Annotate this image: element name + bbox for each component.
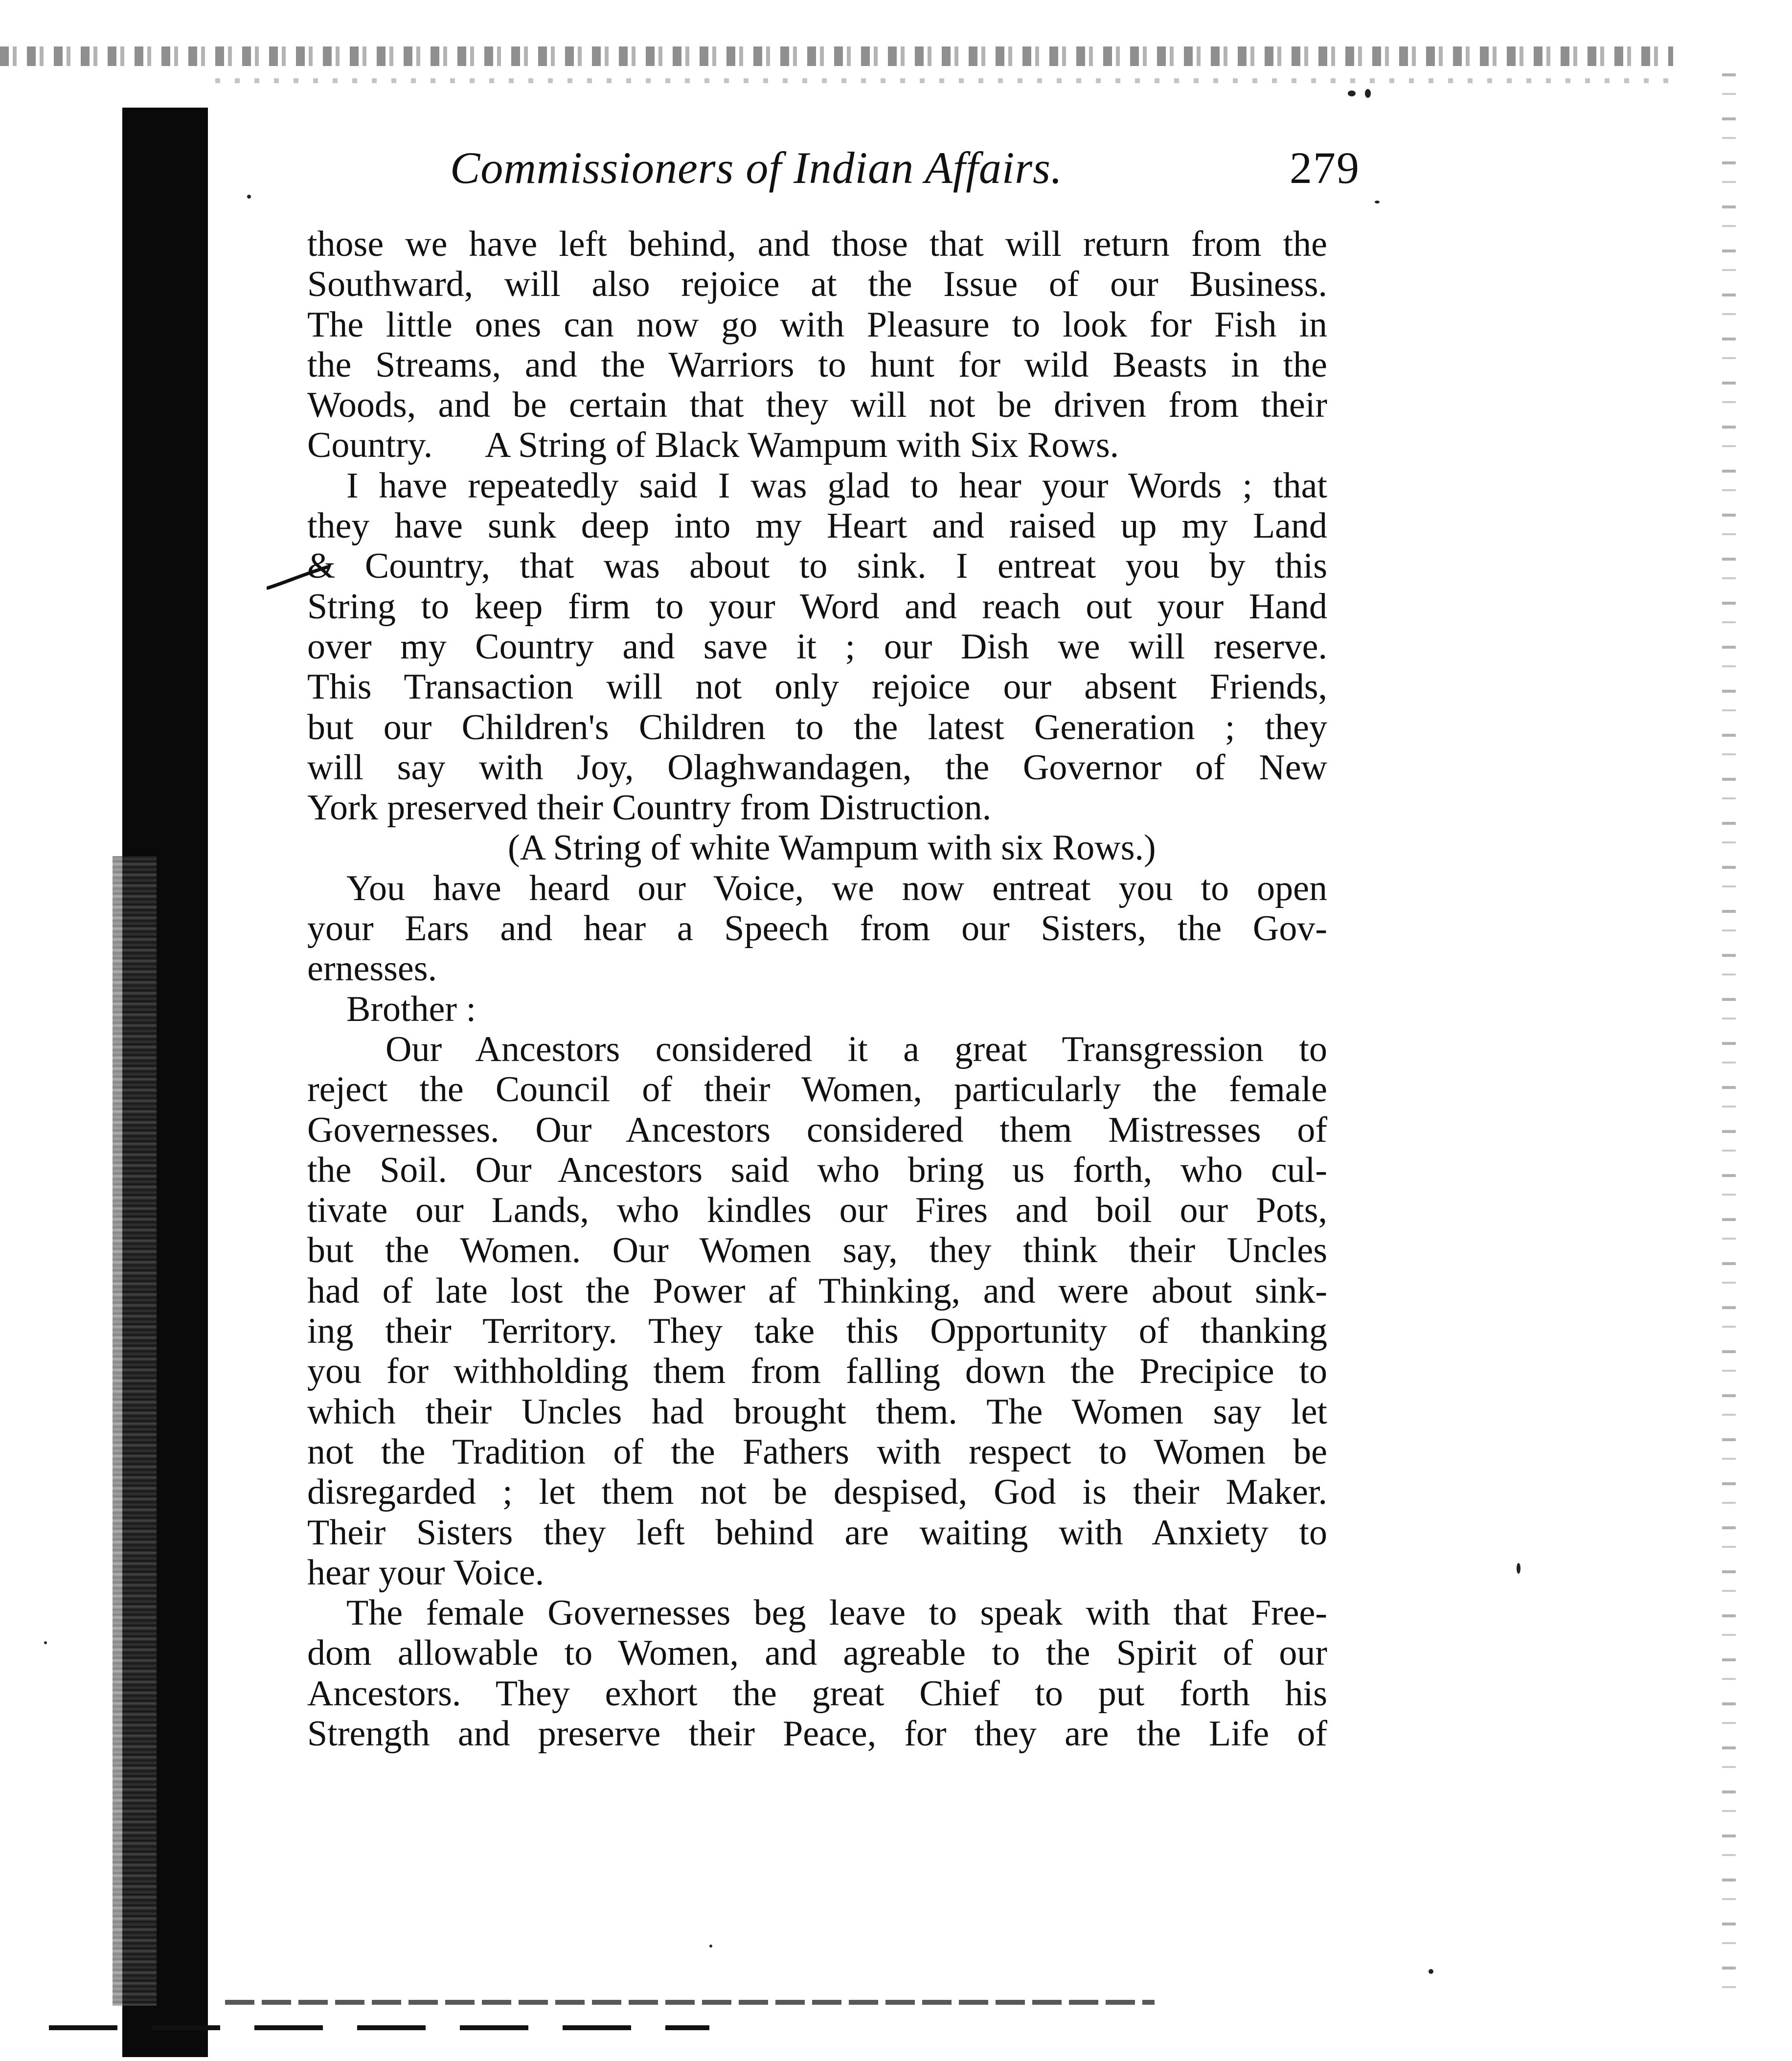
text-line: Brother : — [346, 989, 476, 1029]
text-line: disregarded ; let them not be despised, God is their Maker. — [307, 1472, 1327, 1513]
text-line: will say with Joy, Olaghwandagen, the Governor of New — [307, 747, 1327, 788]
page-right-edge — [1722, 73, 1736, 1991]
scan-speck — [247, 195, 251, 199]
page-number: 279 — [1290, 143, 1360, 193]
text-line: & Country, that was about to sink. I entreat you by this — [307, 546, 1327, 587]
text-line: I have repeatedly said I was glad to hear your Words ; that — [346, 465, 1327, 506]
running-header — [450, 142, 1360, 205]
text-line: Their Sisters they left behind are waiting with Anxiety to — [307, 1512, 1327, 1553]
text-line: Ancestors. They exhort the great Chief to put forth his — [307, 1673, 1327, 1714]
text-line: they have sunk deep into my Heart and raised up my Land — [307, 506, 1327, 546]
text-line: tivate our Lands, who kindles our Fires and boil our Pots, — [307, 1190, 1327, 1231]
text-line: (A String of white Wampum with six Rows.) — [508, 828, 1156, 868]
text-line: You have heard our Voice, we now entreat you to open — [346, 868, 1327, 908]
text-line: the Streams, and the Warriors to hunt for wild Beasts in the — [307, 344, 1327, 385]
text-line: Southward, will also rejoice at the Issue of our Business. — [307, 264, 1327, 305]
text-line: but our Children's Children to the latest Generation ; they — [307, 707, 1327, 747]
scan-speck — [44, 1641, 47, 1644]
text-line: your Ears and hear a Speech from our Sisters, the Gov- — [307, 908, 1327, 949]
text-line: had of late lost the Power af Thinking, and were about sink- — [307, 1270, 1327, 1311]
text-line: you for withholding them from falling down the Precipice to — [307, 1351, 1327, 1392]
text-line: Strength and preserve their Peace, for they are the Life of — [307, 1713, 1327, 1754]
page-bottom-edge-left — [49, 2025, 709, 2030]
text-line: The female Governesses beg leave to speak with that Free- — [346, 1593, 1327, 1633]
binding-texture — [113, 856, 157, 2006]
text-line: Our Ancestors considered it a great Transgression to — [386, 1029, 1327, 1069]
text-line: Governesses. Our Ancestors considered them Mistresses of — [307, 1110, 1327, 1150]
text-line: reject the Council of their Women, particularly the female — [307, 1069, 1327, 1110]
text-line: ing their Territory. They take this Opportunity of thanking — [307, 1311, 1327, 1352]
running-header-title: Commissioners of Indian Affairs. — [450, 143, 1063, 193]
text-line: dom allowable to Women, and agreable to the Spirit of our — [307, 1633, 1327, 1674]
text-line: the Soil. Our Ancestors said who bring us forth, who cul- — [307, 1150, 1327, 1190]
text-line: York preserved their Country from Distruction. — [307, 788, 992, 828]
scan-speck — [1348, 91, 1356, 96]
scan-speck — [1429, 1969, 1433, 1974]
page-top-edge — [0, 46, 1673, 66]
text-line: those we have left behind, and those that will return from the — [307, 224, 1327, 264]
text-line: The little ones can now go with Pleasure to look for Fish in — [307, 304, 1327, 345]
page-bottom-edge — [225, 2000, 1155, 2005]
text-line: Woods, and be certain that they will not be driven from their — [307, 385, 1327, 426]
text-line: String to keep firm to your Word and reach out your Hand — [307, 586, 1327, 627]
page-top-edge-shadow — [215, 78, 1673, 83]
text-line: This Transaction will not only rejoice our absent Friends, — [307, 667, 1327, 707]
scan-speck — [1375, 201, 1380, 204]
text-line: but the Women. Our Women say, they think their Uncles — [307, 1230, 1327, 1271]
text-line: ernesses. — [307, 949, 437, 989]
text-line: which their Uncles had brought them. The Women say let — [307, 1391, 1327, 1432]
scan-speck — [1517, 1563, 1520, 1574]
text-line: hear your Voice. — [307, 1552, 544, 1593]
text-line: over my Country and save it ; our Dish we will reserve. — [307, 626, 1327, 667]
text-line: Country. A String of Black Wampum with Six Rows. — [307, 425, 1119, 466]
scan-speck — [709, 1945, 712, 1948]
scan-speck — [1365, 89, 1371, 98]
page-body-text — [307, 224, 1327, 1754]
text-line: not the Tradition of the Fathers with respect to Women be — [307, 1431, 1327, 1472]
